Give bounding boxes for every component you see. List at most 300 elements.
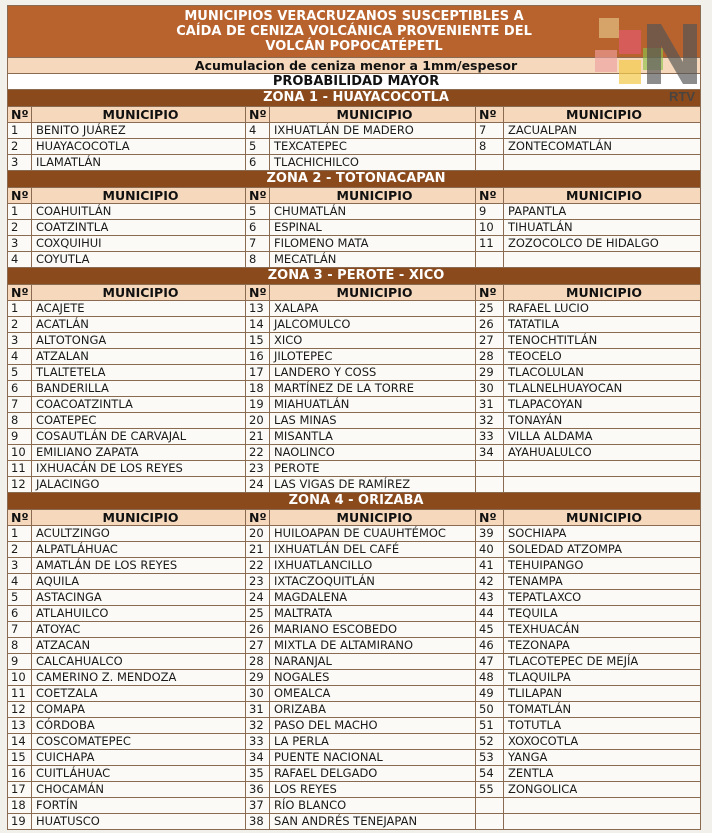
- row-number: 35: [246, 766, 270, 782]
- column-header-row: [8, 285, 701, 301]
- municipality-name: TLACOLULAN: [504, 365, 701, 381]
- row-number: 27: [246, 638, 270, 654]
- row-number: 46: [476, 638, 504, 654]
- zone-title: ZONA 2 - TOTONACAPAN: [8, 171, 701, 188]
- row-number: 43: [476, 590, 504, 606]
- row-number: 5: [8, 590, 32, 606]
- municipality-name: TENOCHTITLÁN: [504, 333, 701, 349]
- municipality-name: RAFAEL LUCIO: [504, 301, 701, 317]
- row-number: 49: [476, 686, 504, 702]
- municipality-name: SOCHIAPA: [504, 526, 701, 542]
- municipality-name: LAS MINAS: [270, 413, 476, 429]
- table-row: [8, 123, 701, 139]
- municipality-name: TEXHUACÁN: [504, 622, 701, 638]
- row-number: 10: [8, 445, 32, 461]
- municipality-name: ACATLÁN: [32, 317, 246, 333]
- municipality-name: CALCAHUALCO: [32, 654, 246, 670]
- row-number: 12: [8, 702, 32, 718]
- municipality-name: IXHUATLÁN DEL CAFÉ: [270, 542, 476, 558]
- municipality-name: COMAPA: [32, 702, 246, 718]
- row-number: 24: [246, 477, 270, 493]
- row-number: [476, 814, 504, 830]
- municipality-name: COAHUITLÁN: [32, 204, 246, 220]
- table-row: [8, 429, 701, 445]
- row-number: 38: [246, 814, 270, 830]
- column-header-municipio: MUNICIPIO: [504, 188, 701, 204]
- column-header-municipio: MUNICIPIO: [32, 107, 246, 123]
- municipality-name: CUITLÁHUAC: [32, 766, 246, 782]
- row-number: 15: [246, 333, 270, 349]
- municipality-name: FORTÍN: [32, 798, 246, 814]
- title-line-3: VOLCÁN POPOCATÉPETL: [265, 39, 443, 54]
- municipality-name: COATEPEC: [32, 413, 246, 429]
- municipality-name: YANGA: [504, 750, 701, 766]
- column-header-row: [8, 188, 701, 204]
- column-header-number: Nº: [246, 188, 270, 204]
- column-header-municipio: MUNICIPIO: [504, 107, 701, 123]
- row-number: [476, 252, 504, 268]
- row-number: 6: [8, 606, 32, 622]
- table-row: [8, 333, 701, 349]
- municipality-name: JILOTEPEC: [270, 349, 476, 365]
- row-number: 31: [246, 702, 270, 718]
- table-row: [8, 718, 701, 734]
- table-row: [8, 622, 701, 638]
- table-row: [8, 590, 701, 606]
- row-number: 9: [8, 654, 32, 670]
- municipality-name: COSCOMATEPEC: [32, 734, 246, 750]
- row-number: 16: [246, 349, 270, 365]
- row-number: 54: [476, 766, 504, 782]
- row-number: [476, 798, 504, 814]
- municipality-name: FILOMENO MATA: [270, 236, 476, 252]
- municipality-name: CÓRDOBA: [32, 718, 246, 734]
- municipality-name: TLILAPAN: [504, 686, 701, 702]
- rtv-logo-icon: [585, 8, 705, 106]
- row-number: 32: [246, 718, 270, 734]
- municipality-name: ATLAHUILCO: [32, 606, 246, 622]
- column-header-row: [8, 510, 701, 526]
- row-number: 16: [8, 766, 32, 782]
- municipality-name: COSAUTLÁN DE CARVAJAL: [32, 429, 246, 445]
- municipality-name: TEXCATEPEC: [270, 139, 476, 155]
- municipality-name: ACAJETE: [32, 301, 246, 317]
- municipality-name: PEROTE: [270, 461, 476, 477]
- table-row: [8, 477, 701, 493]
- table-row: [8, 574, 701, 590]
- municipality-name: COATZINTLA: [32, 220, 246, 236]
- municipality-name: BENITO JUÁREZ: [32, 123, 246, 139]
- municipality-name: SAN ANDRÉS TENEJAPAN: [270, 814, 476, 830]
- column-header-municipio: MUNICIPIO: [504, 285, 701, 301]
- municipality-name: ZENTLA: [504, 766, 701, 782]
- municipality-name: BANDERILLA: [32, 381, 246, 397]
- row-number: 10: [8, 670, 32, 686]
- column-header-municipio: MUNICIPIO: [270, 285, 476, 301]
- municipality-name: NOGALES: [270, 670, 476, 686]
- municipality-name: ORIZABA: [270, 702, 476, 718]
- municipality-name: JALACINGO: [32, 477, 246, 493]
- row-number: [476, 477, 504, 493]
- row-number: 13: [8, 718, 32, 734]
- table-row: [8, 734, 701, 750]
- row-number: 7: [476, 123, 504, 139]
- municipality-name: IXHUATLANCILLO: [270, 558, 476, 574]
- row-number: 47: [476, 654, 504, 670]
- row-number: 48: [476, 670, 504, 686]
- column-header-number: Nº: [476, 107, 504, 123]
- row-number: 11: [476, 236, 504, 252]
- row-number: 21: [246, 542, 270, 558]
- municipality-name: MARIANO ESCOBEDO: [270, 622, 476, 638]
- row-number: 34: [476, 445, 504, 461]
- municipality-name: XICO: [270, 333, 476, 349]
- table-row: [8, 670, 701, 686]
- municipality-name: CHUMATLÁN: [270, 204, 476, 220]
- municipality-name: AQUILA: [32, 574, 246, 590]
- municipality-name: ATOYAC: [32, 622, 246, 638]
- municipality-name: TLACHICHILCO: [270, 155, 476, 171]
- municipality-name: TONAYÁN: [504, 413, 701, 429]
- municipality-name: COACOATZINTLA: [32, 397, 246, 413]
- table-row: [8, 413, 701, 429]
- municipality-sheet: [7, 5, 700, 830]
- municipality-name: RAFAEL DELGADO: [270, 766, 476, 782]
- column-header-municipio: MUNICIPIO: [32, 188, 246, 204]
- row-number: 3: [8, 333, 32, 349]
- municipality-name: HUAYACOCOTLA: [32, 139, 246, 155]
- row-number: 9: [8, 429, 32, 445]
- row-number: 7: [246, 236, 270, 252]
- logo-text: RTV: [669, 89, 695, 104]
- row-number: 12: [8, 477, 32, 493]
- row-number: 6: [246, 220, 270, 236]
- table-row: [8, 526, 701, 542]
- municipality-name: HUILOAPAN DE CUAUHTÉMOC: [270, 526, 476, 542]
- municipality-name: TIHUATLÁN: [504, 220, 701, 236]
- column-header-number: Nº: [476, 510, 504, 526]
- row-number: 9: [476, 204, 504, 220]
- table-row: [8, 798, 701, 814]
- row-number: 26: [476, 317, 504, 333]
- row-number: 18: [246, 381, 270, 397]
- probability-label: PROBABILIDAD MAYOR: [8, 74, 701, 90]
- municipality-name: TEPATLAXCO: [504, 590, 701, 606]
- municipality-name: ESPINAL: [270, 220, 476, 236]
- column-header-municipio: MUNICIPIO: [504, 510, 701, 526]
- row-number: 37: [246, 798, 270, 814]
- row-number: 5: [246, 204, 270, 220]
- table-row: [8, 365, 701, 381]
- row-number: 22: [246, 558, 270, 574]
- row-number: 4: [246, 123, 270, 139]
- row-number: 18: [8, 798, 32, 814]
- municipality-name: RÍO BLANCO: [270, 798, 476, 814]
- municipality-name: IXHUACÁN DE LOS REYES: [32, 461, 246, 477]
- municipality-name: COXQUIHUI: [32, 236, 246, 252]
- row-number: 32: [476, 413, 504, 429]
- municipality-name: AYAHUALULCO: [504, 445, 701, 461]
- table-row: [8, 236, 701, 252]
- row-number: [476, 461, 504, 477]
- municipality-name: TEOCELO: [504, 349, 701, 365]
- column-header-municipio: MUNICIPIO: [32, 510, 246, 526]
- municipality-name: NARANJAL: [270, 654, 476, 670]
- row-number: 1: [8, 526, 32, 542]
- row-number: 36: [246, 782, 270, 798]
- municipality-name: CHOCAMÁN: [32, 782, 246, 798]
- row-number: 53: [476, 750, 504, 766]
- table-row: [8, 750, 701, 766]
- municipality-name: PAPANTLA: [504, 204, 701, 220]
- row-number: 10: [476, 220, 504, 236]
- title-line-1: MUNICIPIOS VERACRUZANOS SUSCEPTIBLES A: [184, 9, 524, 24]
- row-number: 3: [8, 558, 32, 574]
- municipality-name: TEHUIPANGO: [504, 558, 701, 574]
- row-number: 25: [476, 301, 504, 317]
- row-number: 14: [246, 317, 270, 333]
- zone-title: ZONA 1 - HUAYACOCOTLA: [8, 90, 701, 107]
- municipality-name: COETZALA: [32, 686, 246, 702]
- row-number: 21: [246, 429, 270, 445]
- row-number: 28: [476, 349, 504, 365]
- column-header-number: Nº: [476, 285, 504, 301]
- row-number: 19: [246, 397, 270, 413]
- title-line-2: CAÍDA DE CENIZA VOLCÁNICA PROVENIENTE DEL: [176, 24, 532, 39]
- column-header-number: Nº: [8, 107, 32, 123]
- row-number: 40: [476, 542, 504, 558]
- municipality-name: XOXOCOTLA: [504, 734, 701, 750]
- column-header-number: Nº: [246, 285, 270, 301]
- row-number: 20: [246, 413, 270, 429]
- row-number: 31: [476, 397, 504, 413]
- row-number: 2: [8, 542, 32, 558]
- municipality-name: ACULTZINGO: [32, 526, 246, 542]
- row-number: 7: [8, 622, 32, 638]
- row-number: 8: [8, 413, 32, 429]
- municipality-name: LA PERLA: [270, 734, 476, 750]
- municipality-name: [504, 477, 701, 493]
- municipality-name: LOS REYES: [270, 782, 476, 798]
- column-header-number: Nº: [8, 188, 32, 204]
- municipality-name: IXTACZOQUITLÁN: [270, 574, 476, 590]
- municipality-name: JALCOMULCO: [270, 317, 476, 333]
- municipality-name: TLALNELHUAYOCAN: [504, 381, 701, 397]
- municipality-name: TOTUTLA: [504, 718, 701, 734]
- column-header-row: [8, 107, 701, 123]
- table-row: [8, 461, 701, 477]
- table-row: [8, 139, 701, 155]
- row-number: 15: [8, 750, 32, 766]
- row-number: 4: [8, 349, 32, 365]
- municipality-name: IXHUATLÁN DE MADERO: [270, 123, 476, 139]
- row-number: 11: [8, 686, 32, 702]
- row-number: 24: [246, 590, 270, 606]
- municipality-name: ZACUALPAN: [504, 123, 701, 139]
- municipality-name: CAMERINO Z. MENDOZA: [32, 670, 246, 686]
- column-header-municipio: MUNICIPIO: [270, 510, 476, 526]
- row-number: 1: [8, 123, 32, 139]
- municipality-name: TLACOTEPEC DE MEJÍA: [504, 654, 701, 670]
- municipality-name: NAOLINCO: [270, 445, 476, 461]
- municipality-name: [504, 461, 701, 477]
- municipality-name: [504, 798, 701, 814]
- row-number: 4: [8, 574, 32, 590]
- row-number: 26: [246, 622, 270, 638]
- column-header-municipio: MUNICIPIO: [270, 107, 476, 123]
- municipality-name: ILAMATLÁN: [32, 155, 246, 171]
- municipality-name: OMEALCA: [270, 686, 476, 702]
- row-number: 29: [246, 670, 270, 686]
- column-header-number: Nº: [476, 188, 504, 204]
- municipality-name: ASTACINGA: [32, 590, 246, 606]
- municipality-name: MIAHUATLÁN: [270, 397, 476, 413]
- row-number: 8: [476, 139, 504, 155]
- municipality-name: MECATLÁN: [270, 252, 476, 268]
- row-number: 13: [246, 301, 270, 317]
- row-number: 3: [8, 155, 32, 171]
- table-row: [8, 702, 701, 718]
- row-number: 34: [246, 750, 270, 766]
- column-header-municipio: MUNICIPIO: [270, 188, 476, 204]
- table-row: [8, 397, 701, 413]
- table-row: [8, 606, 701, 622]
- municipality-name: ALTOTONGA: [32, 333, 246, 349]
- row-number: 52: [476, 734, 504, 750]
- row-number: 29: [476, 365, 504, 381]
- column-header-number: Nº: [8, 285, 32, 301]
- column-header-municipio: MUNICIPIO: [32, 285, 246, 301]
- table-row: [8, 445, 701, 461]
- table-row: [8, 252, 701, 268]
- municipality-name: VILLA ALDAMA: [504, 429, 701, 445]
- row-number: 33: [246, 734, 270, 750]
- row-number: 30: [246, 686, 270, 702]
- municipality-name: MALTRATA: [270, 606, 476, 622]
- row-number: 17: [8, 782, 32, 798]
- row-number: 19: [8, 814, 32, 830]
- row-number: 17: [246, 365, 270, 381]
- table-row: [8, 542, 701, 558]
- row-number: 14: [8, 734, 32, 750]
- table-row: [8, 766, 701, 782]
- municipality-name: TLAQUILPA: [504, 670, 701, 686]
- municipality-name: SOLEDAD ATZOMPA: [504, 542, 701, 558]
- row-number: 7: [8, 397, 32, 413]
- row-number: 27: [476, 333, 504, 349]
- municipality-name: PUENTE NACIONAL: [270, 750, 476, 766]
- table-row: [8, 686, 701, 702]
- row-number: 39: [476, 526, 504, 542]
- municipality-name: ATZACAN: [32, 638, 246, 654]
- municipality-name: EMILIANO ZAPATA: [32, 445, 246, 461]
- row-number: 8: [8, 638, 32, 654]
- municipality-name: LAS VIGAS DE RAMÍREZ: [270, 477, 476, 493]
- row-number: 28: [246, 654, 270, 670]
- row-number: 5: [8, 365, 32, 381]
- row-number: 23: [246, 461, 270, 477]
- row-number: [476, 155, 504, 171]
- row-number: 2: [8, 139, 32, 155]
- row-number: 25: [246, 606, 270, 622]
- row-number: 23: [246, 574, 270, 590]
- zone-header-row: [8, 268, 701, 285]
- municipality-name: [504, 814, 701, 830]
- municipality-name: XALAPA: [270, 301, 476, 317]
- table-row: [8, 782, 701, 798]
- row-number: 44: [476, 606, 504, 622]
- municipality-name: LANDERO Y COSS: [270, 365, 476, 381]
- row-number: 55: [476, 782, 504, 798]
- municipality-name: MAGDALENA: [270, 590, 476, 606]
- municipality-name: [504, 155, 701, 171]
- municipality-name: MISANTLA: [270, 429, 476, 445]
- municipality-name: TLAPACOYAN: [504, 397, 701, 413]
- table-row: [8, 204, 701, 220]
- table-row: [8, 381, 701, 397]
- row-number: 33: [476, 429, 504, 445]
- subtitle: Acumulacion de ceniza menor a 1mm/espesor: [8, 58, 701, 74]
- row-number: 50: [476, 702, 504, 718]
- row-number: 51: [476, 718, 504, 734]
- row-number: 2: [8, 220, 32, 236]
- zone-header-row: [8, 171, 701, 188]
- row-number: 6: [8, 381, 32, 397]
- municipality-name: TATATILA: [504, 317, 701, 333]
- row-number: 3: [8, 236, 32, 252]
- municipality-name: COYUTLA: [32, 252, 246, 268]
- row-number: 1: [8, 204, 32, 220]
- row-number: 5: [246, 139, 270, 155]
- municipality-table: [7, 5, 701, 830]
- municipality-name: HUATUSCO: [32, 814, 246, 830]
- municipality-name: ZONTECOMATLÁN: [504, 139, 701, 155]
- municipality-name: TLALTETELA: [32, 365, 246, 381]
- zone-header-row: [8, 493, 701, 510]
- row-number: 6: [246, 155, 270, 171]
- row-number: 22: [246, 445, 270, 461]
- table-row: [8, 349, 701, 365]
- table-row: [8, 638, 701, 654]
- municipality-name: ZONGOLICA: [504, 782, 701, 798]
- municipality-name: ATZALAN: [32, 349, 246, 365]
- column-header-number: Nº: [246, 107, 270, 123]
- row-number: 41: [476, 558, 504, 574]
- row-number: 30: [476, 381, 504, 397]
- municipality-name: ALPATLÁHUAC: [32, 542, 246, 558]
- municipality-name: TEQUILA: [504, 606, 701, 622]
- table-row: [8, 654, 701, 670]
- table-row: [8, 301, 701, 317]
- municipality-name: TENAMPA: [504, 574, 701, 590]
- municipality-name: TEZONAPA: [504, 638, 701, 654]
- municipality-name: MIXTLA DE ALTAMIRANO: [270, 638, 476, 654]
- row-number: 2: [8, 317, 32, 333]
- table-row: [8, 317, 701, 333]
- table-row: [8, 155, 701, 171]
- column-header-number: Nº: [8, 510, 32, 526]
- municipality-name: CUICHAPA: [32, 750, 246, 766]
- municipality-name: [504, 252, 701, 268]
- table-row: [8, 220, 701, 236]
- table-row: [8, 814, 701, 830]
- municipality-name: ZOZOCOLCO DE HIDALGO: [504, 236, 701, 252]
- zone-title: ZONA 3 - PEROTE - XICO: [8, 268, 701, 285]
- municipality-name: AMATLÁN DE LOS REYES: [32, 558, 246, 574]
- row-number: 45: [476, 622, 504, 638]
- row-number: 8: [246, 252, 270, 268]
- municipality-name: TOMATLÁN: [504, 702, 701, 718]
